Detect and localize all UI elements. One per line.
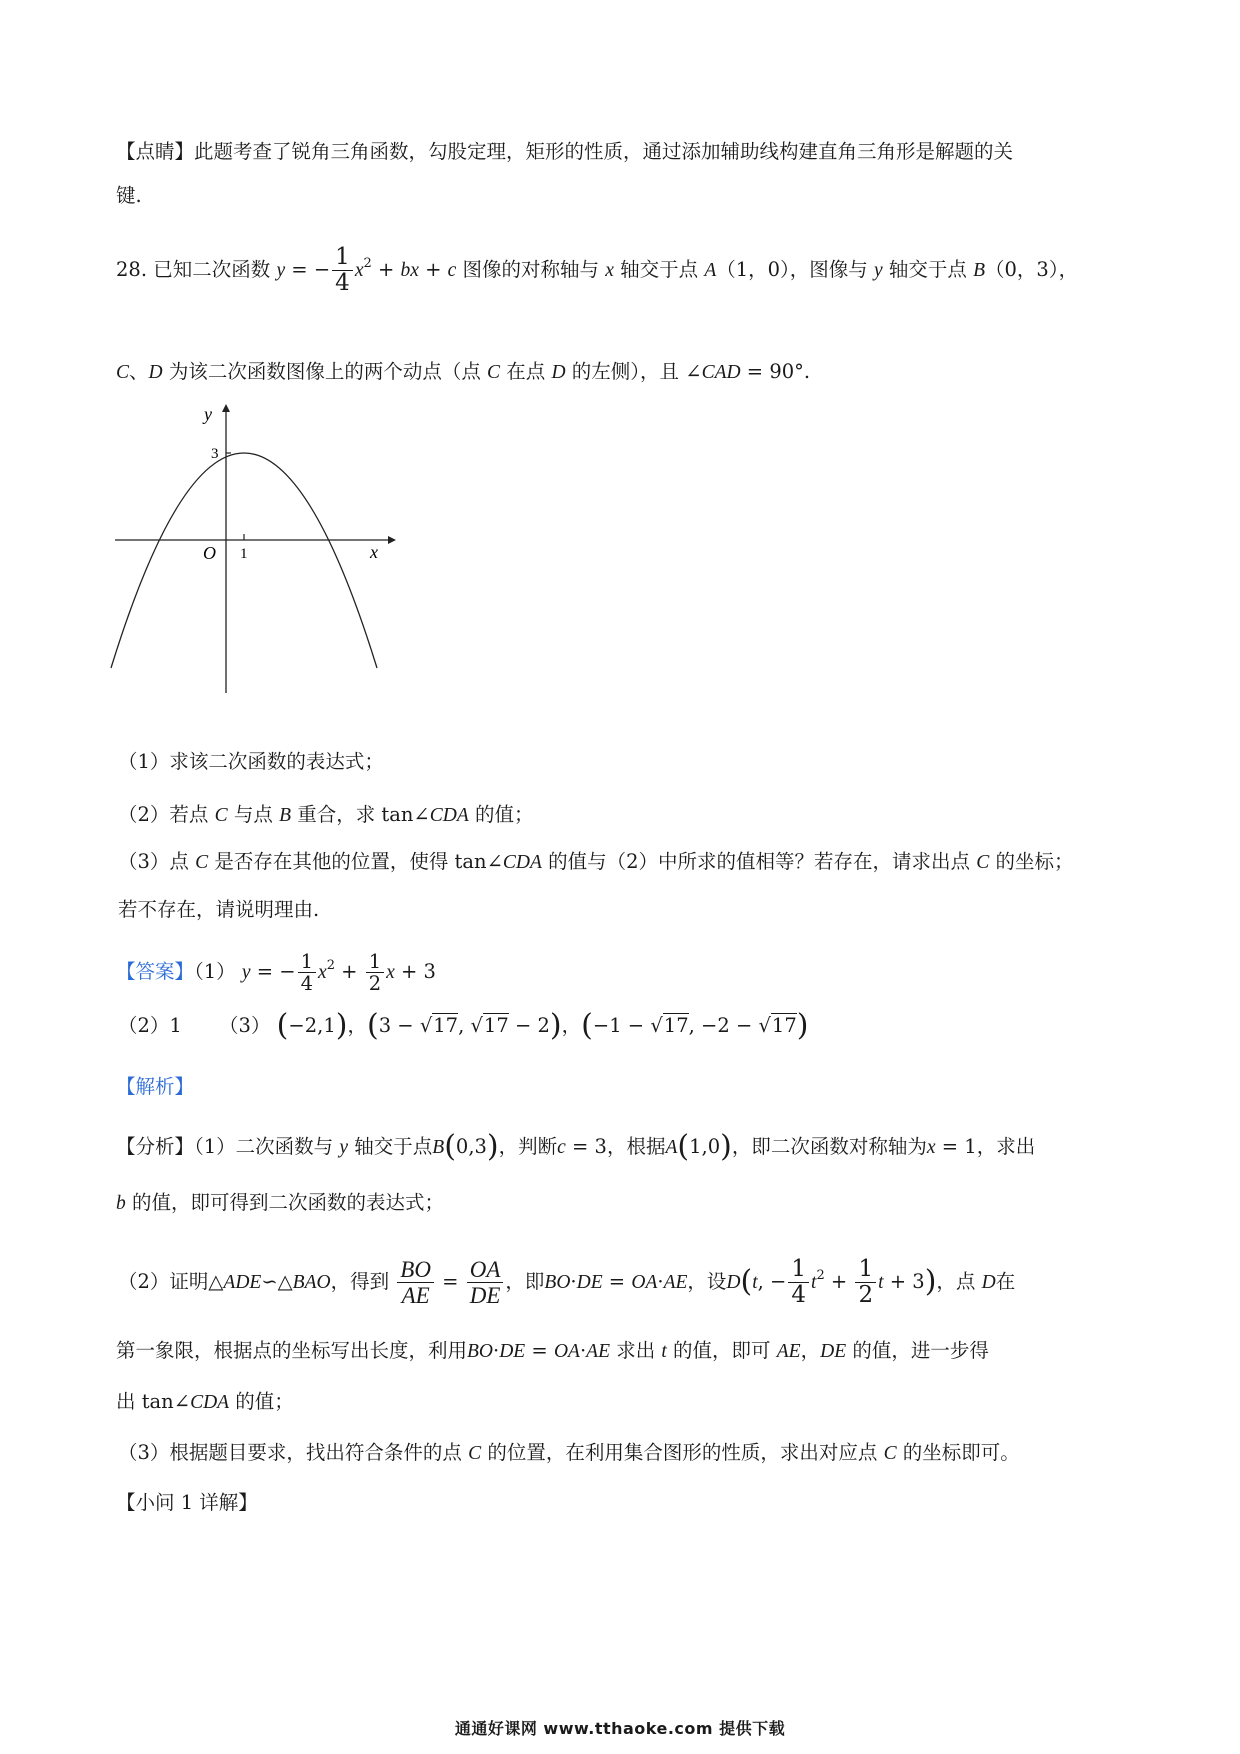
parabola-graph — [100, 400, 410, 700]
question-2: （2）若点 C 与点 B 重合，求 tan∠CDA 的值； — [118, 803, 534, 826]
hint-label: 【点睛】 — [116, 140, 195, 163]
analysis-part2-cont: 第一象限，根据点的坐标写出长度，利用BO·DE = OA·AE 求出 t 的值，即可 AE，DE 的值，进一步得 — [116, 1339, 989, 1362]
x-axis-label: x — [370, 542, 378, 562]
question-3-cont: 若不存在，请说明理由. — [118, 898, 320, 921]
answer-label: 【答案】 — [116, 960, 195, 983]
origin-label: O — [203, 543, 216, 563]
y-axis-arrow — [222, 404, 230, 412]
answer-line1: 【答案】（1） y = − $\frac{1}{4}$ $x^2$ + $\frac{1}{2}$ x + 3 — [116, 949, 436, 995]
problem-number: 28. — [116, 258, 148, 281]
hint-text: 此题考查了锐角三角函数，勾股定理，矩形的性质，通过添加辅助线构建直角三角形是解题的关 — [194, 140, 1014, 163]
problem-statement-line1: 28. 已知二次函数 y = − $\frac{1}{4}$ $x^2$ + bx + c 图像的对称轴与 x 轴交于点 A（1，0），图像与 y 轴交于点 B（0，3）， — [116, 243, 1079, 296]
hint-paragraph — [116, 137, 1013, 167]
analysis-part2: （2）证明△ADE∽△BAO，得到 $\frac{BO}{AE}$ = $\frac{OA}{DE}$ ，即BO·DE = OA·AE，设D(t, − $\frac{1}{4}$ $t^2$ + $\frac{1}{2}$ t + 3)，点 D在 — [118, 1255, 1016, 1308]
question-1: （1）求该二次函数的表达式； — [118, 750, 384, 773]
sub-question-1-heading: 【小问 1 详解】 — [116, 1491, 258, 1514]
analysis-part1-cont: b 的值，即可得到二次函数的表达式； — [116, 1191, 444, 1214]
x-axis-arrow — [388, 536, 396, 544]
question-3: （3）点 C 是否存在其他的位置，使得 tan∠CDA 的值与（2）中所求的值相等？若存在，请求出点 C 的坐标； — [118, 850, 1074, 873]
problem-statement-line2: C、D 为该二次函数图像上的两个动点（点 C 在点 D 的左侧），且 ∠CAD = 90°. — [116, 360, 811, 383]
x-tick-label: 1 — [240, 546, 248, 562]
analysis-part1: 【分析】（1）二次函数与 y 轴交于点B(0,3)，判断c = 3，根据A(1,0)，即二次函数对称轴为x = 1，求出 — [116, 1129, 1036, 1164]
page-footer: 通通好课网 www.tthaoke.com 提供下载 — [454, 1719, 786, 1738]
answer-line2: （2）1 （3） (−2,1)，(3 − √17, √17 − 2)，(−1 − √17, −2 − √17) — [118, 1008, 809, 1043]
hint-paragraph-end: 键. — [116, 184, 142, 207]
analysis-label: 【解析】 — [116, 1075, 195, 1098]
analysis-part2-end: 出 tan∠CDA 的值； — [116, 1390, 294, 1413]
y-tick-label: 3 — [211, 446, 219, 462]
y-axis-label: y — [204, 404, 212, 424]
fenxi-label: 【分析】 — [116, 1135, 195, 1158]
analysis-part3: （3）根据题目要求，找出符合条件的点 C 的位置，在利用集合图形的性质，求出对应点 C 的坐标即可。 — [118, 1441, 1020, 1464]
